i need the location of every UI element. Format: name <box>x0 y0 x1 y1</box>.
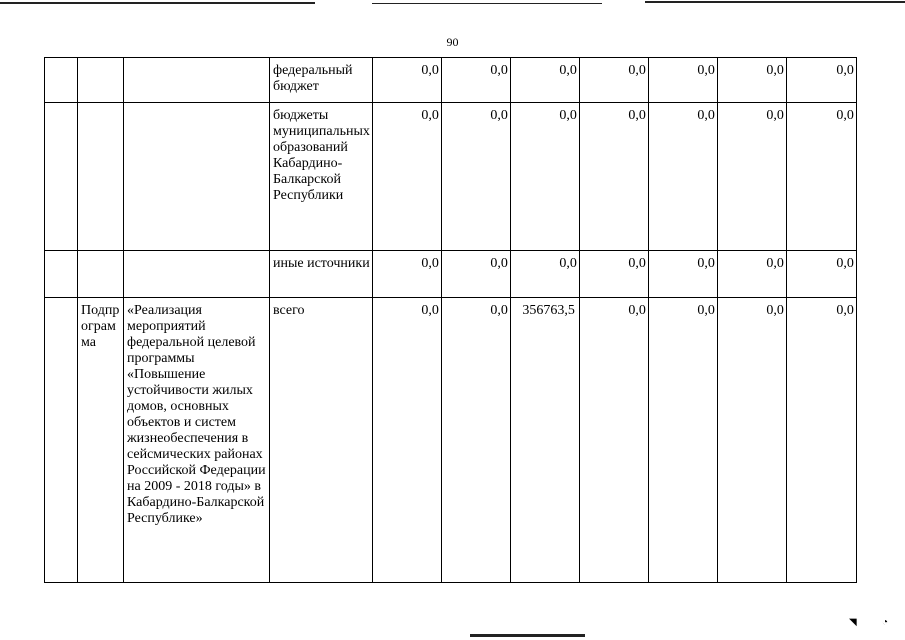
value-cell: 0,0 <box>786 298 856 583</box>
scan-artifact-mark: ◥ <box>849 617 857 628</box>
value-cell: 0,0 <box>441 58 510 103</box>
value-cell: 0,0 <box>786 251 856 298</box>
value-cell: 0,0 <box>717 58 786 103</box>
value-cell: 0,0 <box>372 298 441 583</box>
table-row <box>45 298 857 583</box>
type-cell <box>78 58 124 103</box>
table-row <box>45 58 857 103</box>
value-cell: 0,0 <box>648 251 717 298</box>
type-cell: Подпрограмма <box>78 298 124 583</box>
value-cell: 0,0 <box>579 103 648 251</box>
value-cell: 0,0 <box>579 298 648 583</box>
table-row <box>45 103 857 251</box>
value-cell: 0,0 <box>372 58 441 103</box>
value-cell: 0,0 <box>579 58 648 103</box>
value-cell: 0,0 <box>372 251 441 298</box>
value-cell: 0,0 <box>510 103 579 251</box>
row-number-cell <box>45 251 78 298</box>
scan-artifact-line <box>372 3 602 4</box>
value-cell: 0,0 <box>441 298 510 583</box>
page-number: 90 <box>446 35 459 49</box>
scan-artifact-line <box>470 634 585 637</box>
name-cell: «Реализация мероприятий федеральной целевой программы «Повышение устойчивости жилых домов, основных объектов и систем жизнеобеспечения в сейсмических районах Российской Федерации на 2009 - 2018 годы» в Кабардино-Балкарской Республике» <box>124 298 270 583</box>
value-cell: 0,0 <box>717 103 786 251</box>
value-cell: 0,0 <box>579 251 648 298</box>
source-cell: всего <box>270 298 373 583</box>
source-cell: иные источники <box>270 251 373 298</box>
table-row <box>45 251 857 298</box>
budget-table <box>44 57 857 583</box>
row-number-cell <box>45 298 78 583</box>
value-cell: 0,0 <box>441 251 510 298</box>
name-cell <box>124 103 270 251</box>
value-cell: 0,0 <box>510 58 579 103</box>
value-cell: 0,0 <box>372 103 441 251</box>
name-cell <box>124 58 270 103</box>
value-cell: 0,0 <box>717 251 786 298</box>
type-cell <box>78 251 124 298</box>
row-number-cell <box>45 103 78 251</box>
value-cell: 0,0 <box>510 251 579 298</box>
scan-artifact-line <box>0 2 315 4</box>
value-cell: 0,0 <box>648 103 717 251</box>
name-cell <box>124 251 270 298</box>
value-cell: 0,0 <box>648 298 717 583</box>
value-cell: 0,0 <box>441 103 510 251</box>
type-cell <box>78 103 124 251</box>
scan-artifact-line <box>645 1 905 3</box>
row-number-cell <box>45 58 78 103</box>
source-cell: бюджеты муниципальных образований Кабардино-Балкарской Республики <box>270 103 373 251</box>
source-cell: федеральный бюджет <box>270 58 373 103</box>
value-cell: 0,0 <box>717 298 786 583</box>
value-cell: 0,0 <box>786 103 856 251</box>
scan-artifact-mark: ◔ <box>882 617 889 628</box>
value-cell: 356763,5 <box>510 298 579 583</box>
value-cell: 0,0 <box>786 58 856 103</box>
value-cell: 0,0 <box>648 58 717 103</box>
